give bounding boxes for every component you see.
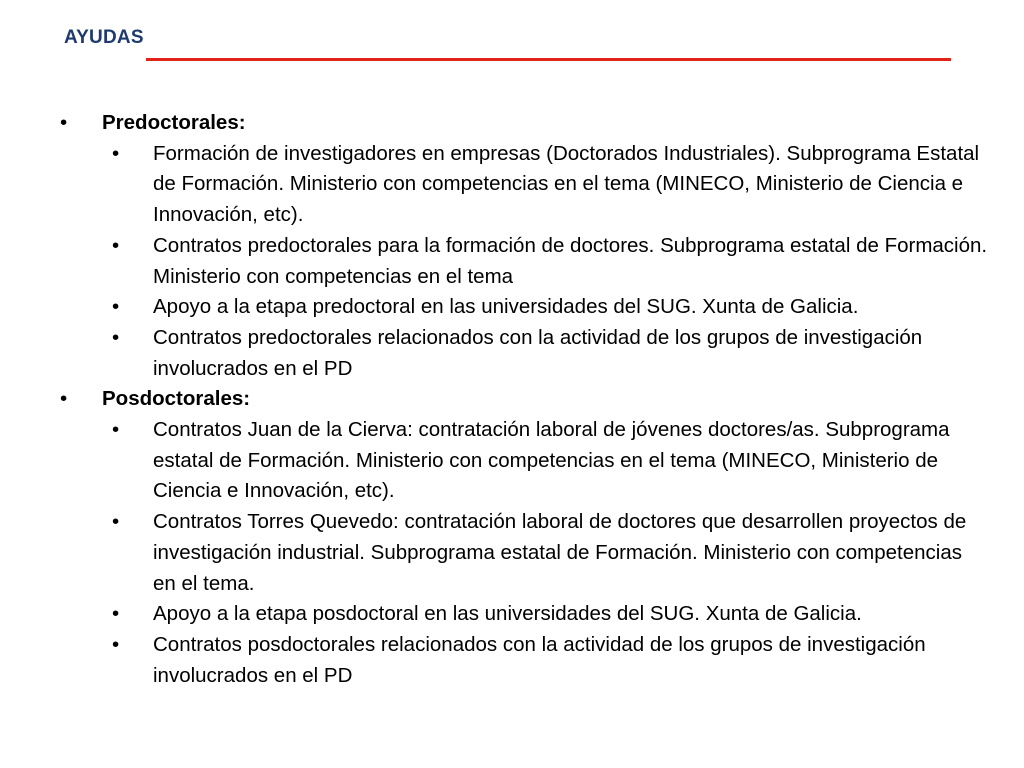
sub-bullet-list — [102, 415, 990, 691]
bullet-icon: • — [112, 295, 120, 319]
slide-content — [60, 108, 990, 691]
slide-title: AYUDAS — [64, 27, 144, 48]
bullet-icon: • — [112, 141, 120, 165]
list-item-text: Formación de investigadores en empresas (Doctorados Industriales). Subprograma Estatal de Formación. Ministerio con competencias en el tema (MINECO, Ministerio de Ciencia e Innovación, etc). — [153, 141, 980, 227]
list-item — [102, 630, 990, 691]
list-item — [102, 599, 990, 630]
list-item — [102, 323, 990, 384]
list-item-text: Contratos predoctorales para la formación de doctores. Subprograma estatal de Formación. Ministerio con competencias en el tema — [153, 233, 988, 288]
bullet-icon: • — [112, 233, 120, 257]
list-item — [102, 507, 990, 599]
section-predoctorales — [60, 108, 990, 384]
section-heading: Posdoctorales: — [102, 387, 251, 411]
bullet-list — [60, 108, 990, 691]
list-item — [102, 415, 990, 507]
list-item-text: Apoyo a la etapa posdoctoral en las universidades del SUG. Xunta de Galicia. — [153, 602, 862, 626]
list-item-text: Apoyo a la etapa predoctoral en las universidades del SUG. Xunta de Galicia. — [153, 295, 859, 319]
bullet-icon: • — [112, 632, 120, 656]
list-item — [102, 292, 990, 323]
list-item-text: Contratos Torres Quevedo: contratación laboral de doctores que desarrollen proyectos de investigación industrial. Subprograma estatal de Formación. Ministerio con competencias en el tema. — [153, 510, 967, 595]
bullet-icon: • — [112, 602, 120, 626]
list-item — [102, 231, 990, 292]
bullet-icon: • — [112, 325, 120, 349]
bullet-icon: • — [112, 510, 120, 534]
list-item-text: Contratos posdoctorales relacionados con la actividad de los grupos de investigación involucrados en el PD — [153, 632, 926, 687]
bullet-icon: • — [60, 111, 68, 134]
section-posdoctorales — [60, 384, 990, 691]
sub-bullet-list — [102, 139, 990, 385]
section-heading: Predoctorales: — [102, 111, 246, 134]
bullet-icon: • — [60, 387, 68, 411]
list-item-text: Contratos predoctorales relacionados con la actividad de los grupos de investigación involucrados en el PD — [153, 325, 923, 380]
list-item — [102, 139, 990, 231]
title-underline — [146, 58, 951, 61]
bullet-icon: • — [112, 418, 120, 442]
list-item-text: Contratos Juan de la Cierva: contratación laboral de jóvenes doctores/as. Subprograma estatal de Formación. Ministerio con competencias en el tema (MINECO, Ministerio de Ciencia e Innovación, etc). — [153, 418, 950, 503]
